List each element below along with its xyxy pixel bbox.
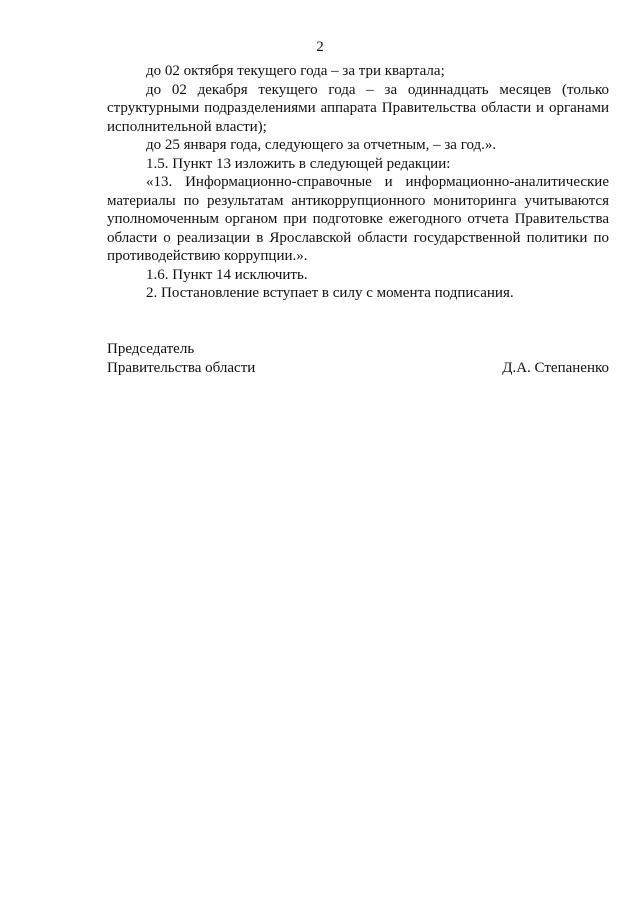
paragraph-item-13-text: «13. Информационно-справочные и информационно-аналитические материалы по результатам антикоррупционного мониторинга учитываются уполномоченным органом при подготовке ежегодного отчета Правительства области о реализации в Ярославской области государственной политики по противодействию коррупции.». bbox=[107, 174, 609, 264]
signature-position-line2 bbox=[107, 359, 609, 378]
document-body bbox=[107, 62, 609, 303]
page-number: 2 bbox=[316, 39, 324, 55]
signature-title-chairman: Председатель bbox=[107, 341, 195, 357]
paragraph-deadline-year: до 25 января года, следующего за отчетным, – за год.». bbox=[146, 137, 497, 153]
paragraph-item-1-6: 1.6. Пункт 14 исключить. bbox=[146, 266, 308, 283]
paragraph-deadline-three-quarters: до 02 октября текущего года – за три квартала; bbox=[146, 63, 445, 79]
signature-block bbox=[107, 340, 609, 377]
paragraph-item-2: 2. Постановление вступает в силу с момента подписания. bbox=[146, 285, 514, 301]
paragraph-item-1-5: 1.5. Пункт 13 изложить в следующей редакции: bbox=[146, 155, 451, 172]
signature-position-line1 bbox=[107, 340, 609, 359]
paragraph-deadline-eleven-months: до 02 декабря текущего года – за одиннадцать месяцев (только структурными подразделениями аппарата Правительства области и органами исполнительной власти); bbox=[107, 81, 609, 135]
signatory-name: Д.А. Степаненко bbox=[502, 359, 609, 376]
signature-title-government: Правительства области bbox=[107, 359, 256, 376]
